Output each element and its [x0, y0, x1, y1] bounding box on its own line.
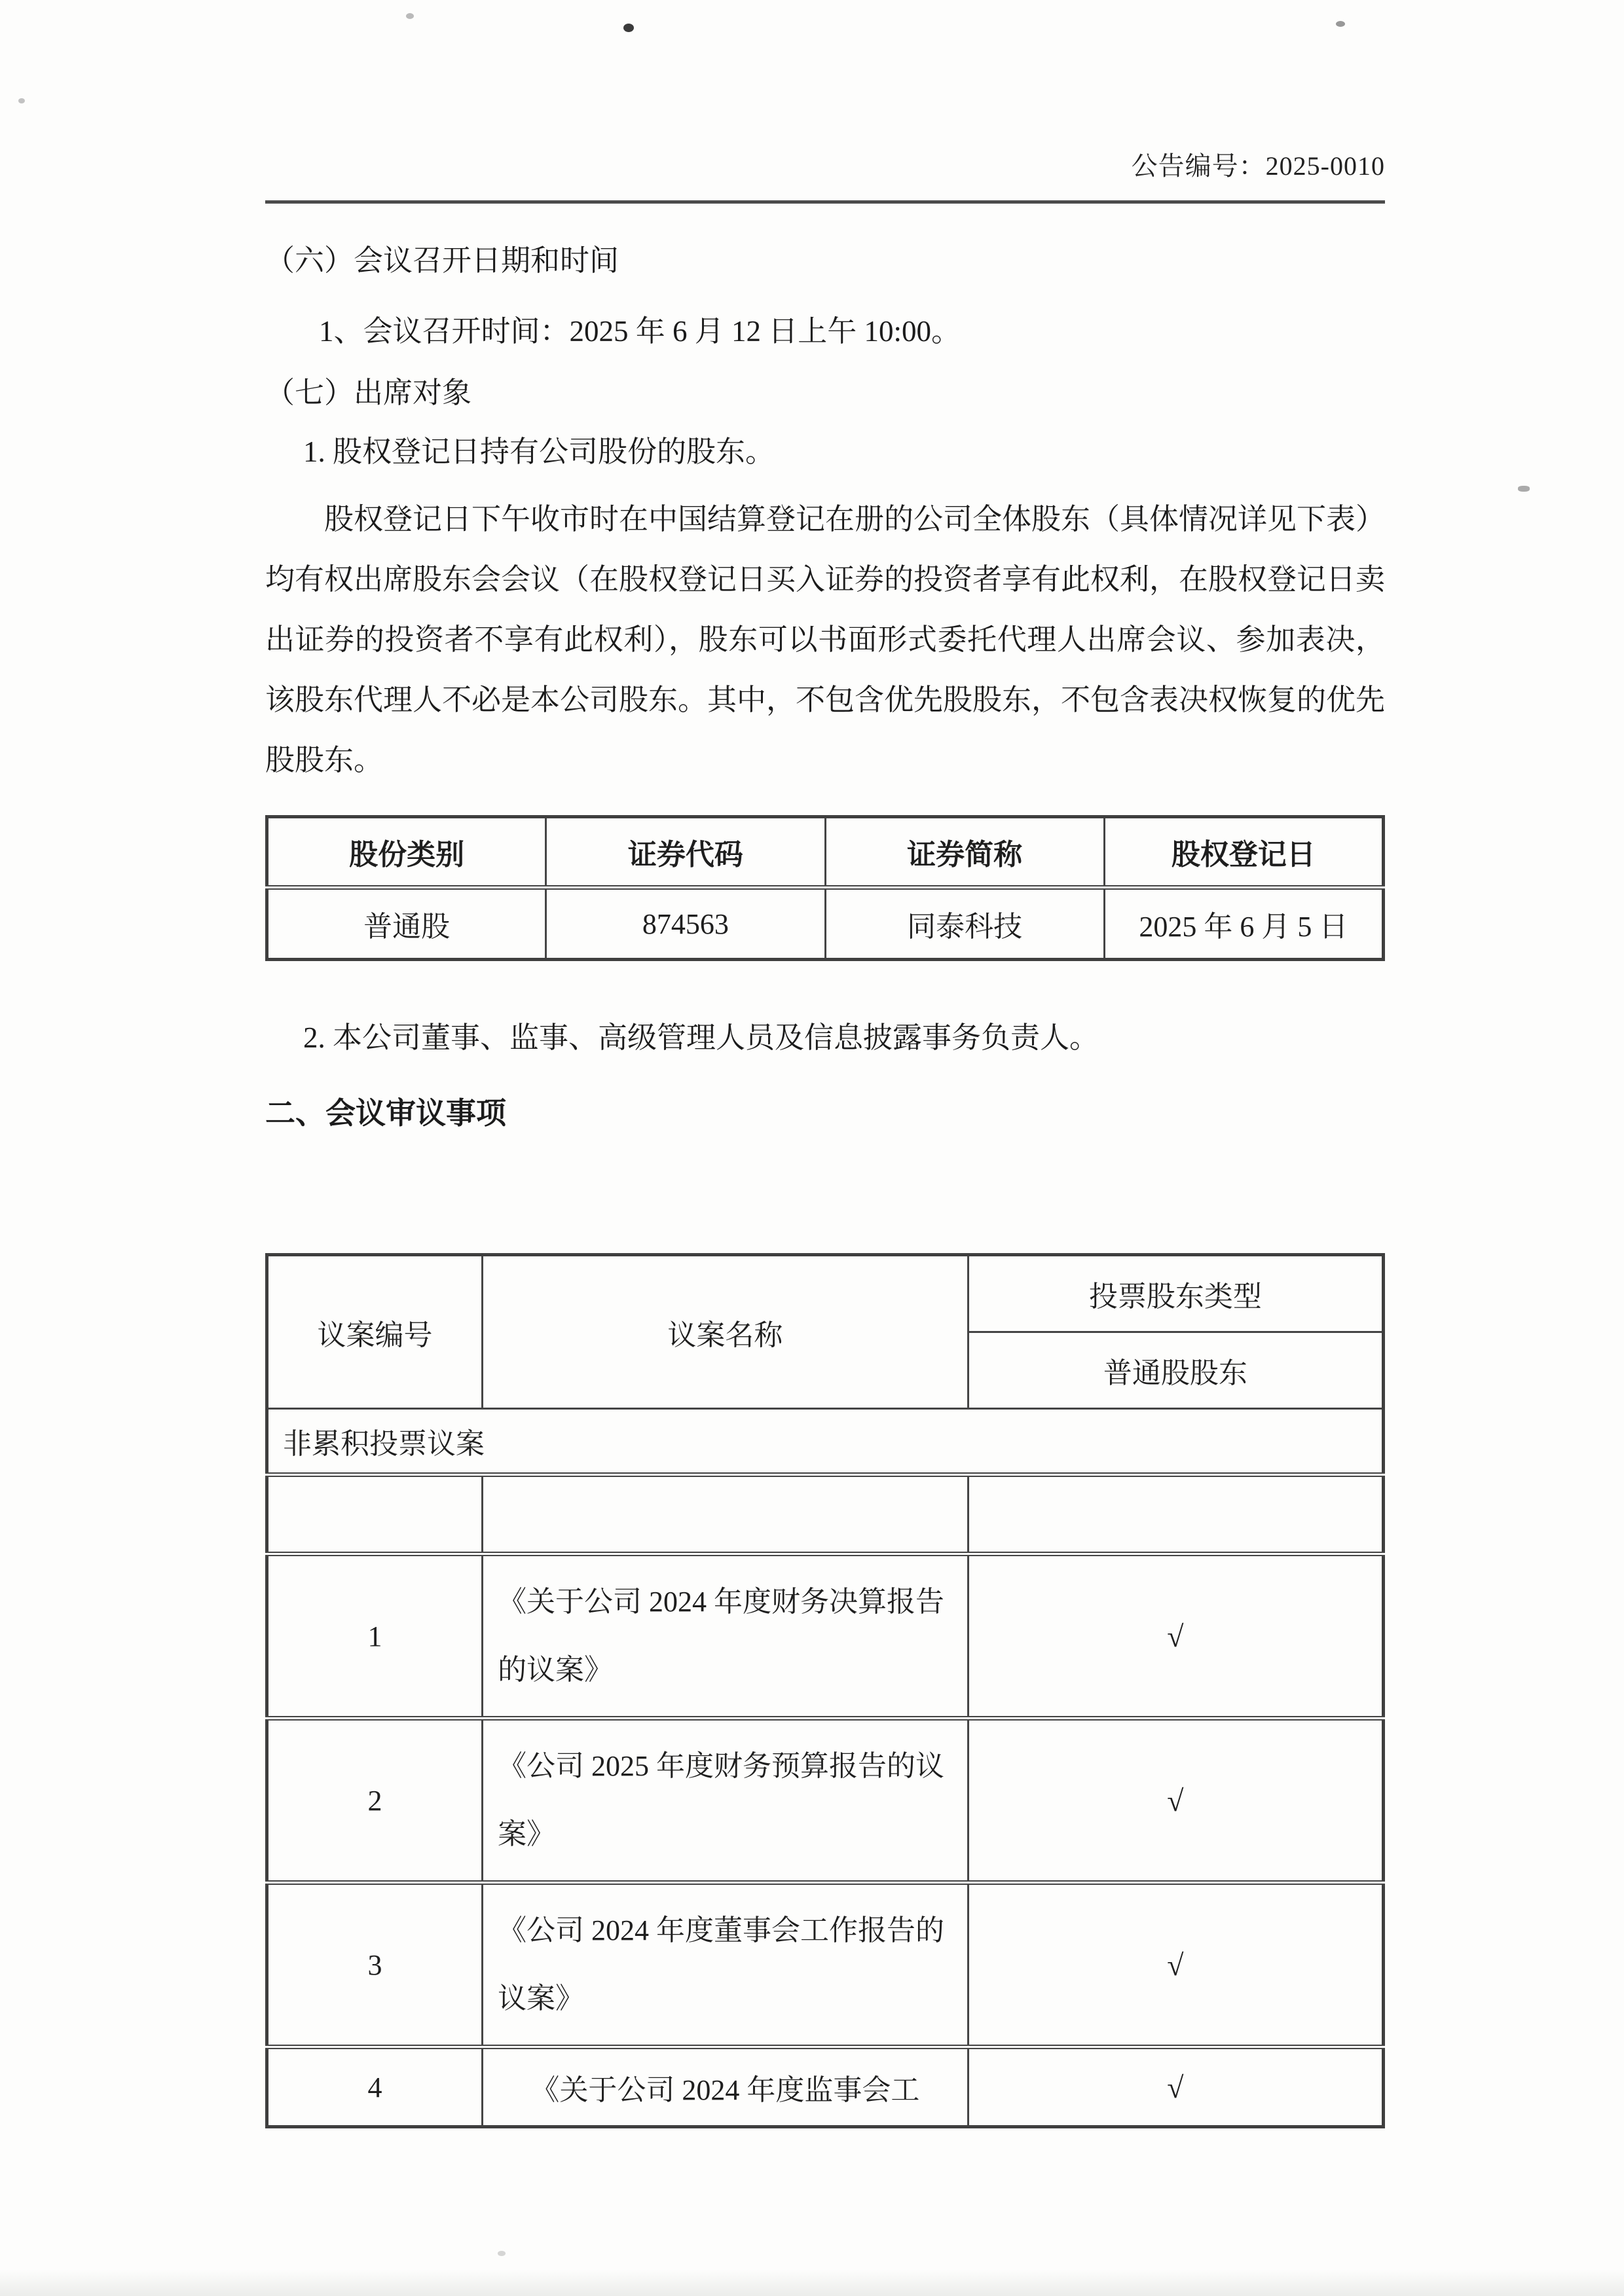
section-6-heading: （六）会议召开日期和时间	[265, 244, 619, 277]
stock-code-header: 证券代码	[546, 817, 825, 888]
header-divider	[265, 200, 1385, 204]
proposal-row	[267, 1719, 1384, 1883]
proposal-no-header: 议案编号	[267, 1255, 483, 1409]
proposal-table	[265, 1253, 1385, 2128]
share-class-header: 股份类别	[267, 817, 546, 888]
vote-checkmark: √	[968, 1719, 1383, 1883]
proposal-row	[267, 1883, 1384, 2047]
proposal-row	[267, 2047, 1384, 2127]
scan-speck	[1518, 486, 1530, 492]
stock-code-value: 874563	[546, 888, 825, 960]
proposal-name: 《公司 2025 年度财务预算报告的议案》	[483, 1719, 969, 1883]
scan-speck	[18, 98, 25, 103]
proposal-name: 《关于公司 2024 年度监事会工	[483, 2047, 969, 2127]
announcement-number: 公告编号：2025-0010	[1131, 151, 1385, 181]
proposal-no: 1	[267, 1554, 483, 1719]
record-date-header: 股权登记日	[1104, 817, 1383, 888]
section-7-heading: （七）出席对象	[265, 376, 472, 409]
empty-cell	[968, 1475, 1383, 1554]
stock-short-name-value: 同泰科技	[825, 888, 1104, 960]
proposal-empty-row	[267, 1475, 1384, 1554]
scan-speck	[498, 2251, 506, 2256]
empty-cell	[267, 1475, 483, 1554]
non-cumulative-group-row	[267, 1409, 1384, 1475]
vote-checkmark: √	[968, 1554, 1383, 1719]
proposal-row	[267, 1554, 1384, 1719]
share-table-data-row	[267, 888, 1384, 960]
attendee-point-1: 1. 股权登记日持有公司股份的股东。	[303, 435, 775, 468]
attendee-point-2: 2. 本公司董事、监事、高级管理人员及信息披露事务负责人。	[303, 1021, 1099, 1054]
non-cumulative-group-label: 非累积投票议案	[267, 1409, 1384, 1475]
proposal-no: 2	[267, 1719, 483, 1883]
vote-checkmark: √	[968, 1883, 1383, 2047]
page-content	[265, 0, 1385, 2128]
share-table-header-row	[267, 817, 1384, 888]
section-2-heading: 二、会议审议事项	[265, 1097, 506, 1130]
voter-type-header: 投票股东类型	[968, 1255, 1383, 1332]
empty-cell	[483, 1475, 969, 1554]
share-registration-table	[265, 815, 1385, 961]
proposal-no: 3	[267, 1883, 483, 2047]
meeting-time-line: 1、会议召开时间：2025 年 6 月 12 日上午 10:00。	[319, 315, 961, 348]
ordinary-shareholder-header: 普通股股东	[968, 1332, 1383, 1409]
share-class-value: 普通股	[267, 888, 546, 960]
proposal-name: 《关于公司 2024 年度财务决算报告的议案》	[483, 1554, 969, 1719]
proposal-name: 《公司 2024 年度董事会工作报告的议案》	[483, 1883, 969, 2047]
proposal-table-header-row-1	[267, 1255, 1384, 1332]
proposal-no: 4	[267, 2047, 483, 2127]
proposal-name-header: 议案名称	[483, 1255, 969, 1409]
record-date-value: 2025 年 6 月 5 日	[1104, 888, 1383, 960]
vote-checkmark: √	[968, 2047, 1383, 2127]
stock-short-name-header: 证券简称	[825, 817, 1104, 888]
record-date-paragraph: 股权登记日下午收市时在中国结算登记在册的公司全体股东（具体情况详见下表）均有权出席股东会会议（在股权登记日买入证券的投资者享有此权利，在股权登记日卖出证券的投资者不享有此权利），股东可以书面形式委托代理人出席会议、参加表决，该股东代理人不必是本公司股东。其中，不包含优先股股东，不包含表决权恢复的优先股股东。	[265, 503, 1386, 776]
scan-edge-shadow	[0, 2270, 1624, 2296]
